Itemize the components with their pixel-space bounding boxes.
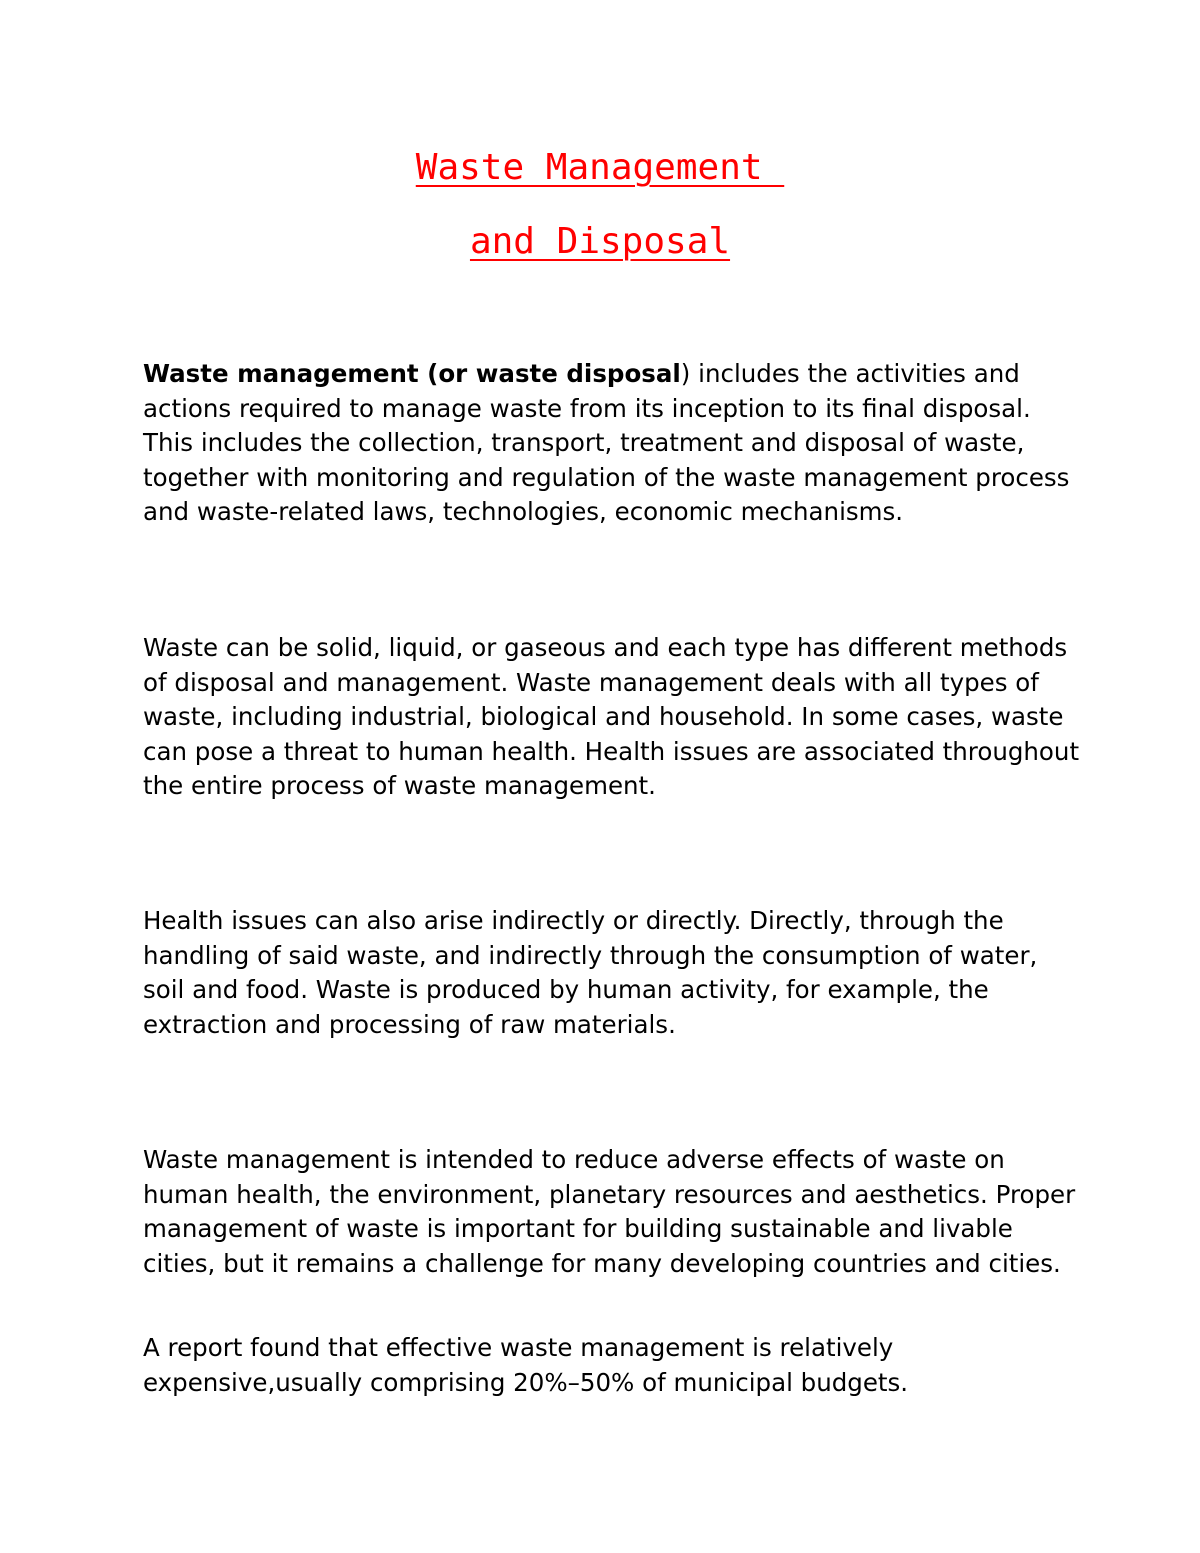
- paragraph-1: [143, 357, 1083, 530]
- title-line-1-text: Waste Management: [415, 147, 785, 188]
- paragraph-1-rest: ) includes the activities and actions required to manage waste from its inception to its final disposal. This includes the collection, transport, treatment and disposal of waste, together with monitoring and regulation of the waste management process and waste-related laws, technologies, economic mechanisms.: [143, 359, 1070, 527]
- title-line-2-text: and Disposal: [469, 221, 731, 262]
- paragraph-5: A report found that effective waste management is relatively expensive,usually comprising 20%–50% of municipal budgets.: [143, 1333, 909, 1397]
- paragraph-1-bold-lead: Waste management (or waste disposal: [143, 359, 681, 388]
- title-line-2: [0, 222, 1200, 262]
- paragraph-2: Waste can be solid, liquid, or gaseous and each type has different methods of disposal and management. Waste management deals with all types of waste, including industrial, biological and household. In some cases, waste can pose a threat to human health. Health issues are associated throughout the entire process of waste management.: [143, 633, 1080, 801]
- paragraph-3: Health issues can also arise indirectly or directly. Directly, through the handling of said waste, and indirectly through the consumption of water, soil and food. Waste is produced by human activity, for example, the extraction and processing of raw materials.: [143, 906, 1038, 1039]
- paragraph-4: Waste management is intended to reduce adverse effects of waste on human health, the environment, planetary resources and aesthetics. Proper management of waste is important for building sustainable and livable cities, but it remains a challenge for many developing countries and cities.: [143, 1145, 1076, 1278]
- title-line-1: [0, 148, 1200, 188]
